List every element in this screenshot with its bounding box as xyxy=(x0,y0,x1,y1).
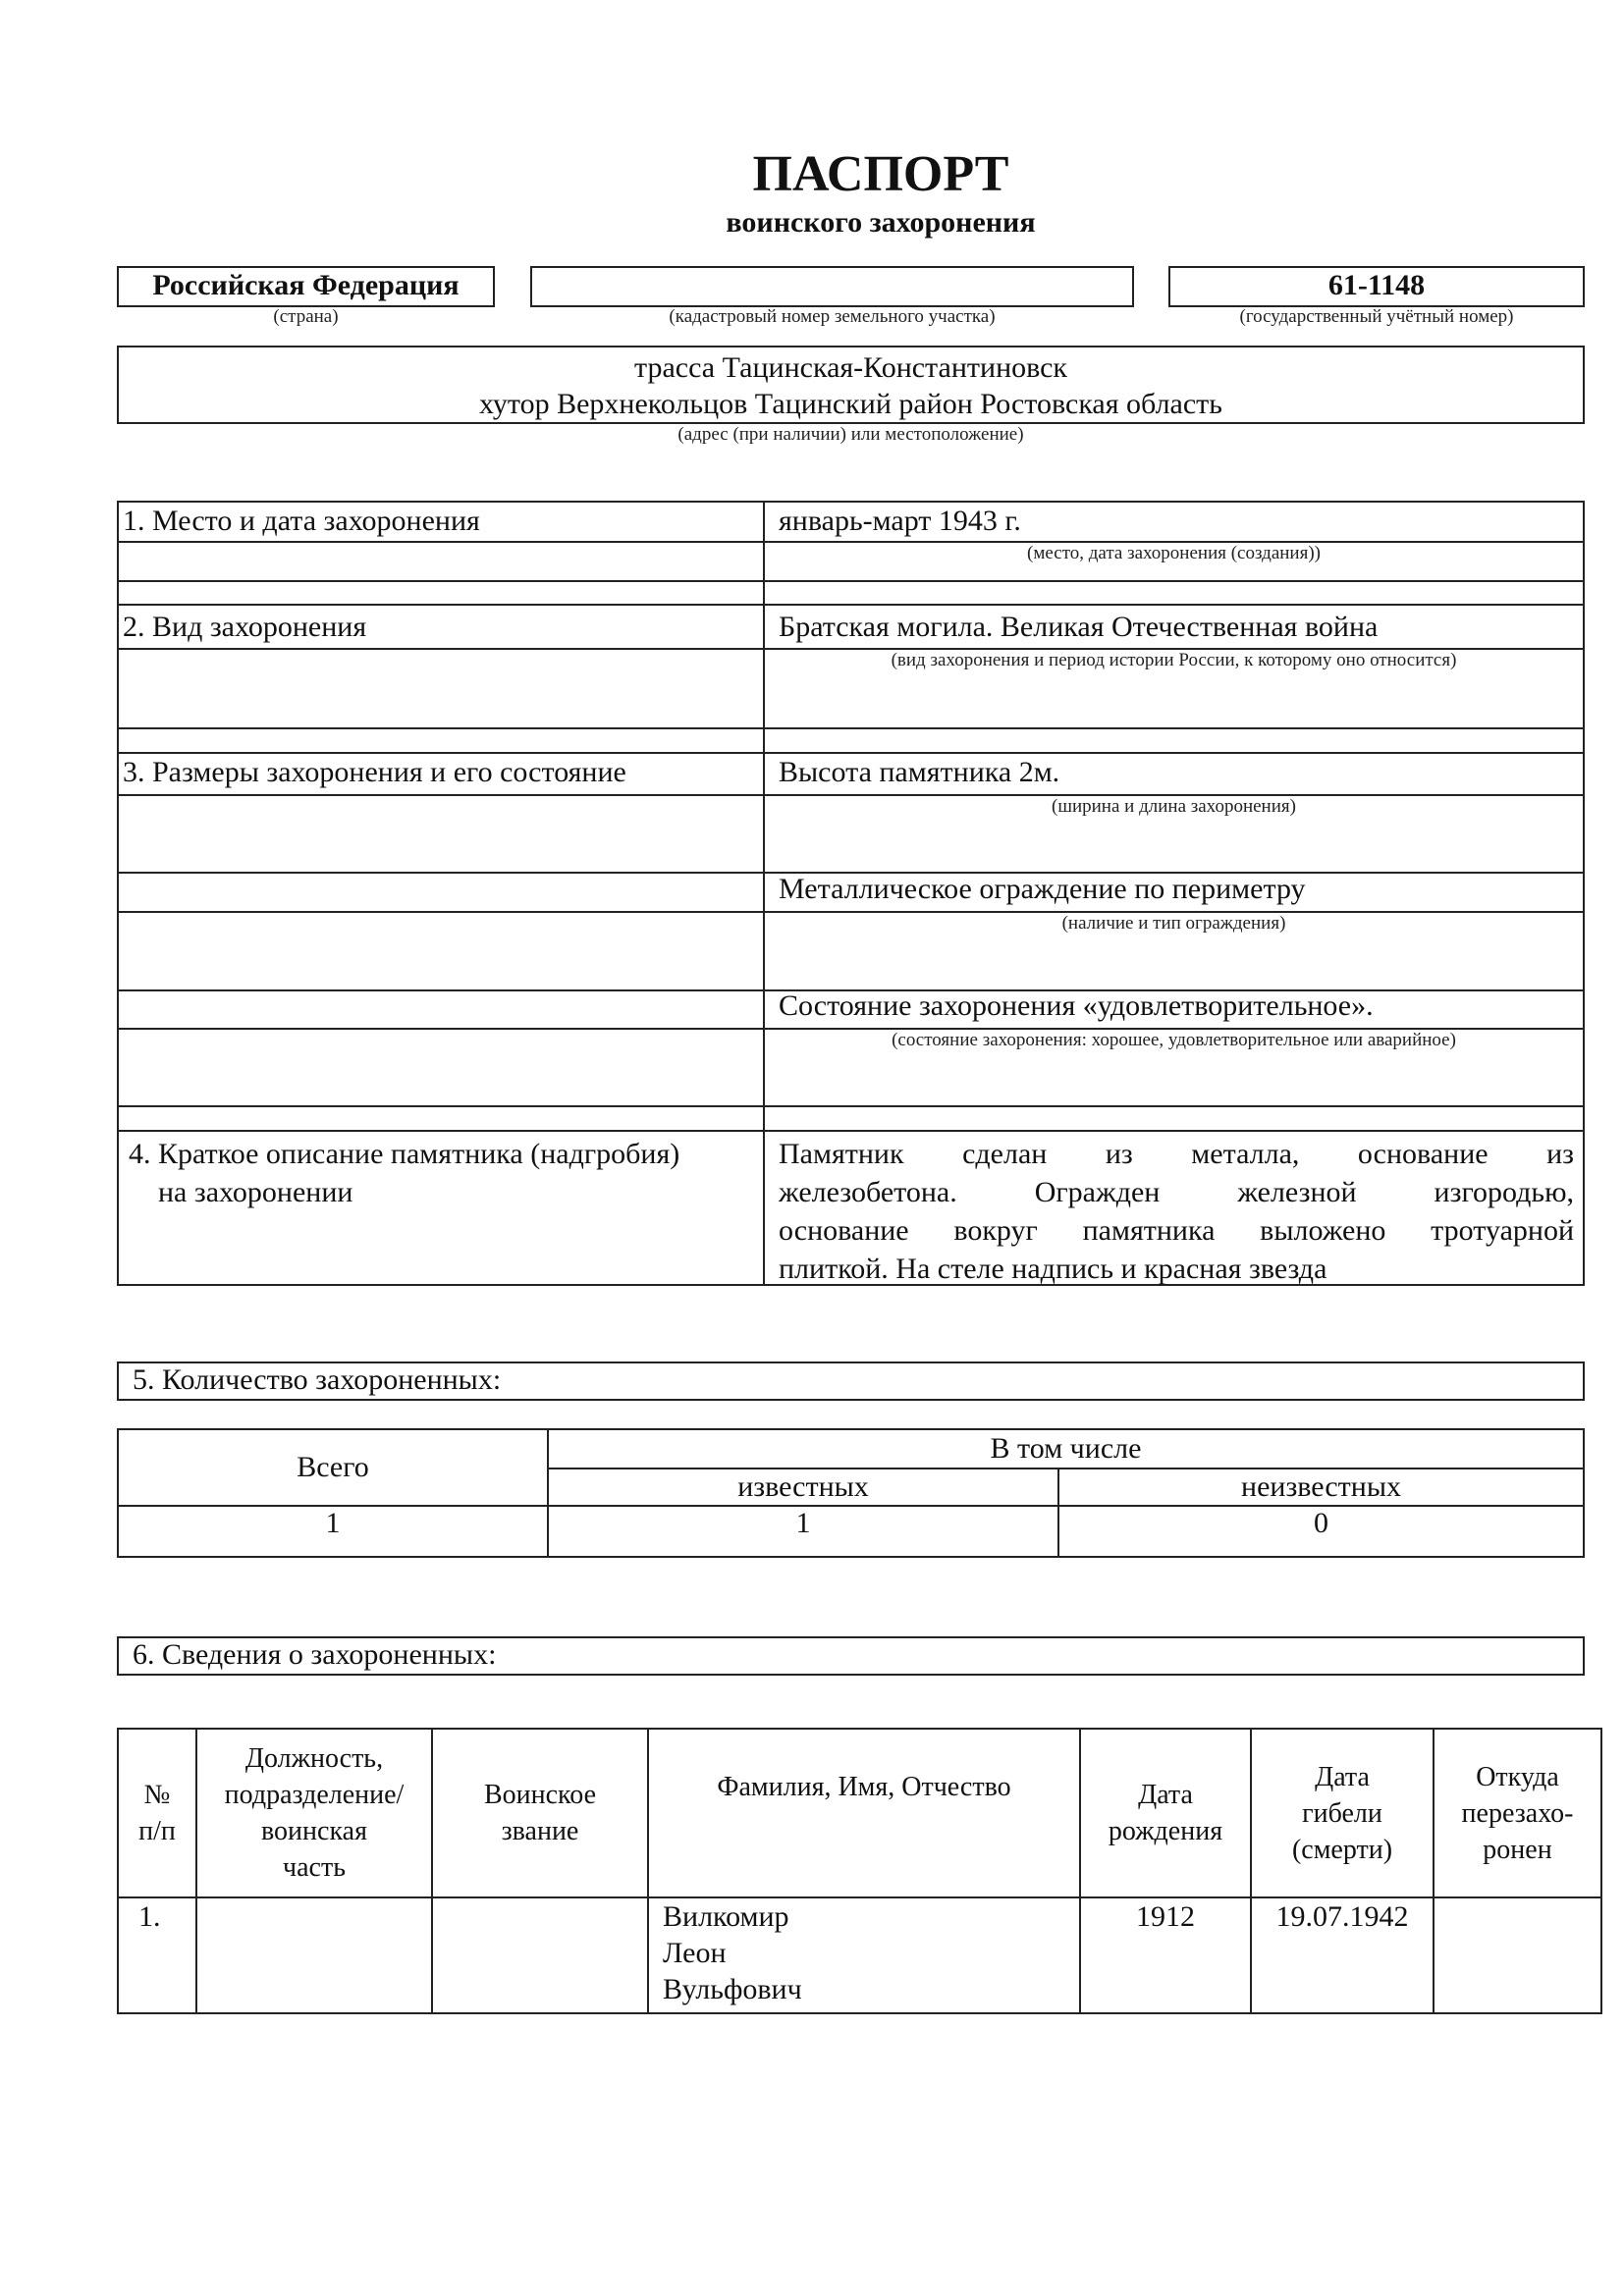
section-2-label: 2. Вид захоронения xyxy=(123,611,367,643)
section-1-hint: (место, дата захоронения (создания)) xyxy=(1027,543,1321,563)
count-header-including: В том числе xyxy=(548,1429,1584,1468)
section-3-label: 3. Размеры захоронения и его состояние xyxy=(123,756,626,788)
count-known: 1 xyxy=(548,1506,1058,1557)
cadastral-label: (кадастровый номер земельного участка) xyxy=(669,306,996,327)
row-number: 1. xyxy=(118,1897,196,2013)
section-6-title: 6. Сведения о захороненных: xyxy=(117,1636,1585,1676)
address-line-1: трасса Тацинская-Константиновск xyxy=(633,351,1068,384)
registry-number-label: (государственный учётный номер) xyxy=(1239,306,1514,327)
col-header-death: Дата гибели (смерти) xyxy=(1251,1729,1434,1897)
registry-number-field: 61-1148 xyxy=(1168,266,1585,307)
count-total: 1 xyxy=(118,1506,548,1557)
section-3-fence-value: Металлическое ограждение по периметру xyxy=(779,873,1306,905)
section-3-fence-hint: (наличие и тип ограждения) xyxy=(1061,913,1286,934)
country-field: Российская Федерация xyxy=(117,266,495,307)
section-4-text-line-1: Памятник сделан из металла, основание из xyxy=(779,1138,1574,1170)
count-header-unknown: неизвестных xyxy=(1058,1468,1584,1506)
section-3-size-value: Высота памятника 2м. xyxy=(779,756,1060,788)
burial-count-table xyxy=(117,1428,1585,1558)
row-rank xyxy=(432,1897,648,2013)
section-4-label-line-2: на захоронении xyxy=(158,1176,353,1208)
section-4-text-line-3: основание вокруг памятника выложено тротуарной xyxy=(779,1214,1574,1247)
row-birth-date: 1912 xyxy=(1080,1897,1251,2013)
row-position xyxy=(196,1897,432,2013)
page-title: ПАСПОРТ xyxy=(752,146,1009,202)
section-5-title: 5. Количество захороненных: xyxy=(117,1362,1585,1401)
count-header-total: Всего xyxy=(118,1429,548,1506)
section-4-label xyxy=(129,1135,757,1211)
address-line-2: хутор Верхнекольцов Тацинский район Ростовская область xyxy=(479,388,1222,420)
cadastral-field xyxy=(530,266,1134,307)
section-1-label: 1. Место и дата захоронения xyxy=(123,505,480,537)
section-1-value: январь-март 1943 г. xyxy=(779,505,1021,537)
count-header-known: известных xyxy=(548,1468,1058,1506)
address-label: (адрес (при наличии) или местоположение) xyxy=(677,424,1024,445)
col-header-name: Фамилия, Имя, Отчество xyxy=(648,1729,1080,1897)
col-header-number: № п/п xyxy=(118,1729,196,1897)
section-3-state-hint: (состояние захоронения: хорошее, удовлетворительное или аварийное) xyxy=(892,1030,1456,1050)
col-header-position: Должность, подразделение/ воинская часть xyxy=(196,1729,432,1897)
section-3-size-hint: (ширина и длина захоронения) xyxy=(1052,796,1296,817)
section-2-value: Братская могила. Великая Отечественная война xyxy=(779,611,1379,643)
sections-table xyxy=(117,501,1585,1286)
country-label: (страна) xyxy=(273,306,339,327)
section-4-text-line-4: плиткой. На стеле надпись и красная звезда xyxy=(779,1253,1327,1285)
col-header-birth: Дата рождения xyxy=(1080,1729,1251,1897)
section-4-description xyxy=(779,1135,1574,1288)
table-row xyxy=(118,1897,1601,2013)
section-4-label-line-1: 4. Краткое описание памятника (надгробия) xyxy=(129,1138,680,1170)
address-box xyxy=(117,346,1585,424)
count-unknown: 0 xyxy=(1058,1506,1584,1557)
page-subtitle: воинского захоронения xyxy=(726,206,1036,239)
row-reburied-from xyxy=(1434,1897,1601,2013)
section-3-state-value: Состояние захоронения «удовлетворительное». xyxy=(779,989,1374,1022)
row-death-date: 19.07.1942 xyxy=(1251,1897,1434,2013)
section-4-text-line-2: железобетона. Огражден железной изгородью, xyxy=(779,1176,1574,1208)
row-full-name: Вилкомир Леон Вульфович xyxy=(648,1897,1080,2013)
col-header-reburied: Откуда перезахо- ронен xyxy=(1434,1729,1601,1897)
buried-persons-table xyxy=(117,1728,1602,2014)
section-2-hint: (вид захоронения и период истории России, к которому оно относится) xyxy=(891,650,1457,670)
col-header-rank: Воинское звание xyxy=(432,1729,648,1897)
